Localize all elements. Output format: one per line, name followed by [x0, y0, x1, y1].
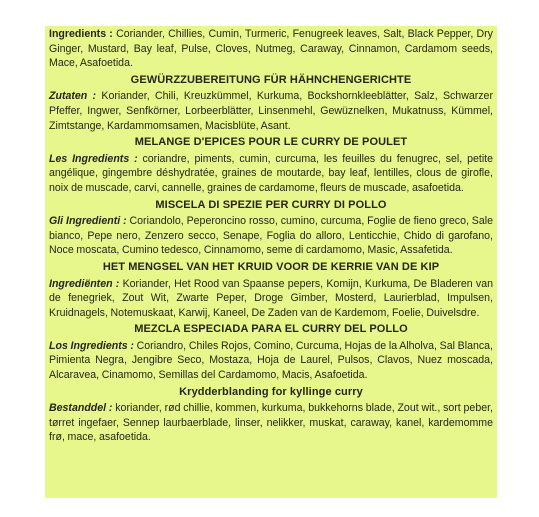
ingredients-italian [49, 214, 493, 258]
ingredients-label: Zutaten : [49, 90, 97, 103]
heading-german: GEWÜRZZUBEREITUNG FÜR HÄHNCHENGERICHTE [130, 73, 412, 86]
ingredients-german [49, 89, 493, 133]
ingredients-text: Koriander, Chili, Kreuzkümmel, Kurkuma, Bockshornkleeblätter, Salz, Schwarzer Pfeffer, Ingwer, Senfkörner, Lorbeerblätter, Linsenmehl, Gewüznelken, Mukatnuss, Kümmel, Zimtstange, Kardammomsamen, Macisblüte, Asant. [49, 90, 493, 132]
ingredients-label-panel [45, 26, 497, 498]
ingredients-text: Coriandolo, Peperoncino rosso, cumino, curcuma, Foglie de fieno greco, Sale bianco, Pepe nero, Zenzero secco, Senape, Foglia do alloro, Lenticchie, Chido di garofano, Noce moscata, Cumino tedesco, Cinnamomo, seme di cardamomo, Masic, Assafetida. [49, 215, 494, 257]
ingredients-spanish [49, 339, 493, 383]
heading-danish: Krydderblanding for kyllinge curry [179, 385, 363, 398]
ingredients-label: Ingredients : [49, 28, 113, 40]
ingredients-text: Coriandro, Chiles Rojos, Comino, Curcuma, Hojas de la Alholva, Sal Blanca, Pimienta Negra, Jengibre Seco, Mostaza, Hoja de Laurel, Pulsos, Clavos, Nuez moscada, Alcaravea, Cinamomo, Semillas del Cardamomo, Macis, Asafoetida. [49, 339, 493, 382]
heading-dutch: HET MENGSEL VAN HET KRUID VOOR DE KERRIE VAN DE KIP [102, 260, 440, 273]
ingredients-label: Gli Ingredienti : [49, 215, 127, 228]
ingredients-text: Koriander, Het Rood van Spaanse pepers, Komijn, Kurkuma, De Bladeren van de fenegriek, Zout Wit, Zwarte Peper, Droge Gimber, Mosterd, Laurierblad, Impulsen, Kruidnagels, Notemuskaat, Karwij, Kaneel, De Zaden van de Kardemom, Foelie, Duivelsdre. [49, 277, 493, 319]
ingredients-english [49, 27, 493, 71]
ingredients-text: coriandre, piments, cumin, curcuma, les feuilles du fenugrec, sel, petite angélique, gingembre déshydratée, graines de moutarde, bay leaf, lentilles, clous de girofle, noix de muscade, carvi, cannelle, graines de cardamome, fleurs de muscade, asafoetida. [49, 152, 494, 194]
ingredients-text: koriander, rød chillie, kommen, kurkuma, bukkehorns blade, Zout wit., sort peber, tørret ingefaer, Sennep laurbaerblade, linser, nelikker, muskat, caraway, kanel, kardemomme frø, mace, asafoetida. [49, 402, 493, 444]
ingredients-label: Ingrediënten : [49, 277, 120, 290]
heading-french: MELANGE D'EPICES POUR LE CURRY DE POULET [134, 136, 408, 149]
heading-italian: MISCELA DI SPEZIE PER CURRY DI POLLO [155, 198, 387, 211]
heading-spanish: MEZCLA ESPECIADA PARA EL CURRY DEL POLLO [134, 323, 408, 336]
ingredients-label: Bestanddel : [49, 402, 113, 415]
ingredients-text: Coriander, Chillies, Cumin, Turmeric, Fenugreek leaves, Salt, Black Pepper, Dry Ginger, Mustard, Bay leaf, Pulse, Cloves, Nutmeg, Caraway, Cinnamon, Cardamom seeds, Mace, Asafoetida. [49, 28, 493, 70]
ingredients-label: Los Ingredients : [49, 339, 134, 352]
ingredients-danish [49, 401, 493, 445]
ingredients-label: Les Ingredients : [49, 152, 138, 165]
ingredients-french [49, 152, 493, 196]
ingredients-dutch [49, 277, 493, 321]
